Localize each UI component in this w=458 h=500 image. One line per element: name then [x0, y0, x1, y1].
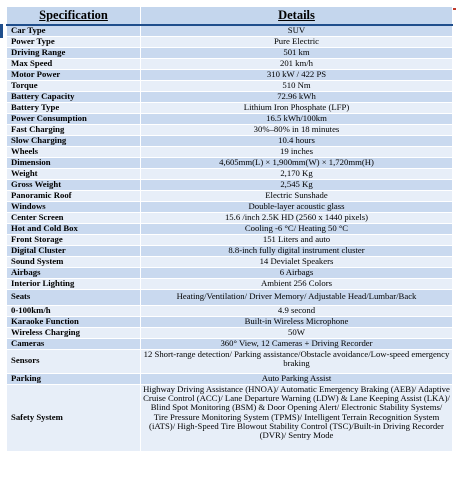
spec-value: 16.5 kWh/100km	[141, 113, 453, 124]
spec-label: Dimension	[7, 157, 141, 168]
spec-label: Battery Type	[7, 102, 141, 113]
table-row	[7, 168, 453, 179]
spec-value: 201 km/h	[141, 58, 453, 69]
table-row	[7, 91, 453, 102]
spec-value: Ambient 256 Colors	[141, 278, 453, 289]
spec-table-header	[7, 7, 453, 26]
spec-value: 510 Nm	[141, 80, 453, 91]
spec-label: Seats	[7, 289, 141, 305]
spec-value: 151 Liters and auto	[141, 234, 453, 245]
spec-label: Gross Weight	[7, 179, 141, 190]
spec-label: Parking	[7, 373, 141, 384]
table-row	[7, 102, 453, 113]
spec-label: Sensors	[7, 349, 141, 373]
table-row	[7, 278, 453, 289]
spec-value: 8.8-inch fully digital instrument cluster	[141, 245, 453, 256]
spec-value: 19 inches	[141, 146, 453, 157]
spec-label: Fast Charging	[7, 124, 141, 135]
table-row	[7, 36, 453, 47]
table-row	[7, 384, 453, 451]
spec-label: Motor Power	[7, 69, 141, 80]
spec-label: Slow Charging	[7, 135, 141, 146]
spec-value: Built-in Wireless Microphone	[141, 316, 453, 327]
spec-label: Weight	[7, 168, 141, 179]
spec-value: Auto Parking Assist	[141, 373, 453, 384]
table-row	[7, 135, 453, 146]
spec-value: 4,605mm(L) × 1,900mm(W) × 1,720mm(H)	[141, 157, 453, 168]
spec-label: Panoramic Roof	[7, 190, 141, 201]
spec-label: Airbags	[7, 267, 141, 278]
table-row	[7, 305, 453, 316]
table-row	[7, 289, 453, 305]
spec-label: Wireless Charging	[7, 327, 141, 338]
table-row	[7, 327, 453, 338]
table-row	[7, 316, 453, 327]
table-row	[7, 373, 453, 384]
table-row	[7, 234, 453, 245]
table-row	[7, 69, 453, 80]
table-row	[7, 267, 453, 278]
table-row	[7, 124, 453, 135]
spec-table-body	[7, 25, 453, 451]
spec-label: Digital Cluster	[7, 245, 141, 256]
spec-label: Hot and Cold Box	[7, 223, 141, 234]
spec-value: Lithium Iron Phosphate (LFP)	[141, 102, 453, 113]
table-row	[7, 179, 453, 190]
header-specification: Specification	[7, 7, 141, 26]
table-row	[7, 80, 453, 91]
table-row	[7, 212, 453, 223]
table-row	[7, 223, 453, 234]
spec-value: 50W	[141, 327, 453, 338]
table-row	[7, 47, 453, 58]
spec-label: Karaoke Function	[7, 316, 141, 327]
spec-label: Battery Capacity	[7, 91, 141, 102]
header-row	[7, 7, 453, 26]
spec-value: 30%–80% in 18 minutes	[141, 124, 453, 135]
table-row	[7, 349, 453, 373]
spec-label: Front Storage	[7, 234, 141, 245]
header-details: Details	[141, 7, 453, 26]
spec-value: Double-layer acoustic glass	[141, 201, 453, 212]
spec-label: Wheels	[7, 146, 141, 157]
table-row	[7, 58, 453, 69]
spec-value: Cooling -6 °C/ Heating 50 °C	[141, 223, 453, 234]
spec-label: Center Screen	[7, 212, 141, 223]
spec-value: Heating/Ventilation/ Driver Memory/ Adjustable Head/Lumbar/Back	[141, 289, 453, 305]
spec-value: 72.96 kWh	[141, 91, 453, 102]
table-row	[7, 113, 453, 124]
spec-label: Torque	[7, 80, 141, 91]
spec-value: 10.4 hours	[141, 135, 453, 146]
table-row	[7, 146, 453, 157]
spec-value: 12 Short-range detection/ Parking assistance/Obstacle avoidance/Low-speed emergency braking	[141, 349, 453, 373]
spec-value: SUV	[141, 25, 453, 36]
spec-value: 4.9 second	[141, 305, 453, 316]
spec-label: Car Type	[7, 25, 141, 36]
table-row	[7, 190, 453, 201]
spec-value: 310 kW / 422 PS	[141, 69, 453, 80]
table-row	[7, 256, 453, 267]
spec-value: Electric Sunshade	[141, 190, 453, 201]
table-row	[7, 245, 453, 256]
spec-label: Sound System	[7, 256, 141, 267]
spec-label: Driving Range	[7, 47, 141, 58]
spec-label: Max Speed	[7, 58, 141, 69]
spec-value: 15.6 /inch 2.5K HD (2560 x 1440 pixels)	[141, 212, 453, 223]
table-row	[7, 338, 453, 349]
spec-label: Cameras	[7, 338, 141, 349]
spec-label: 0-100km/h	[7, 305, 141, 316]
spec-value: Pure Electric	[141, 36, 453, 47]
spec-label: Interior Lighting	[7, 278, 141, 289]
spec-value: 14 Devialet Speakers	[141, 256, 453, 267]
table-row	[7, 157, 453, 168]
blue-edge-bar	[0, 24, 3, 38]
spec-table	[6, 6, 453, 452]
spec-value: 501 km	[141, 47, 453, 58]
spec-value: 2,170 Kg	[141, 168, 453, 179]
spec-label: Power Type	[7, 36, 141, 47]
spec-value: Highway Driving Assistance (HNOA)/ Automatic Emergency Braking (AEB)/ Adaptive Cruise Control (ACC)/ Lane Departure Warning (LDW) & Lane Keeping Assist (LKA)/ Blind Spot Monitoring (BSM) & Door Opening Alert/ Electronic Stability Systems/ Tire Pressure Monitoring System (TPMS)/ Intelligent Terrain Recognition System (iATS)/ High-Speed Tire Blowout Stability Control (TSC)/Built-in Driving Recorder (DVR)/ Sentry Mode	[141, 384, 453, 451]
spec-value: 6 Airbags	[141, 267, 453, 278]
spec-label: Safety System	[7, 384, 141, 451]
table-row	[7, 25, 453, 36]
spec-value: 360° View, 12 Cameras + Driving Recorder	[141, 338, 453, 349]
spec-label: Windows	[7, 201, 141, 212]
spec-label: Power Consumption	[7, 113, 141, 124]
spec-value: 2,545 Kg	[141, 179, 453, 190]
table-row	[7, 201, 453, 212]
